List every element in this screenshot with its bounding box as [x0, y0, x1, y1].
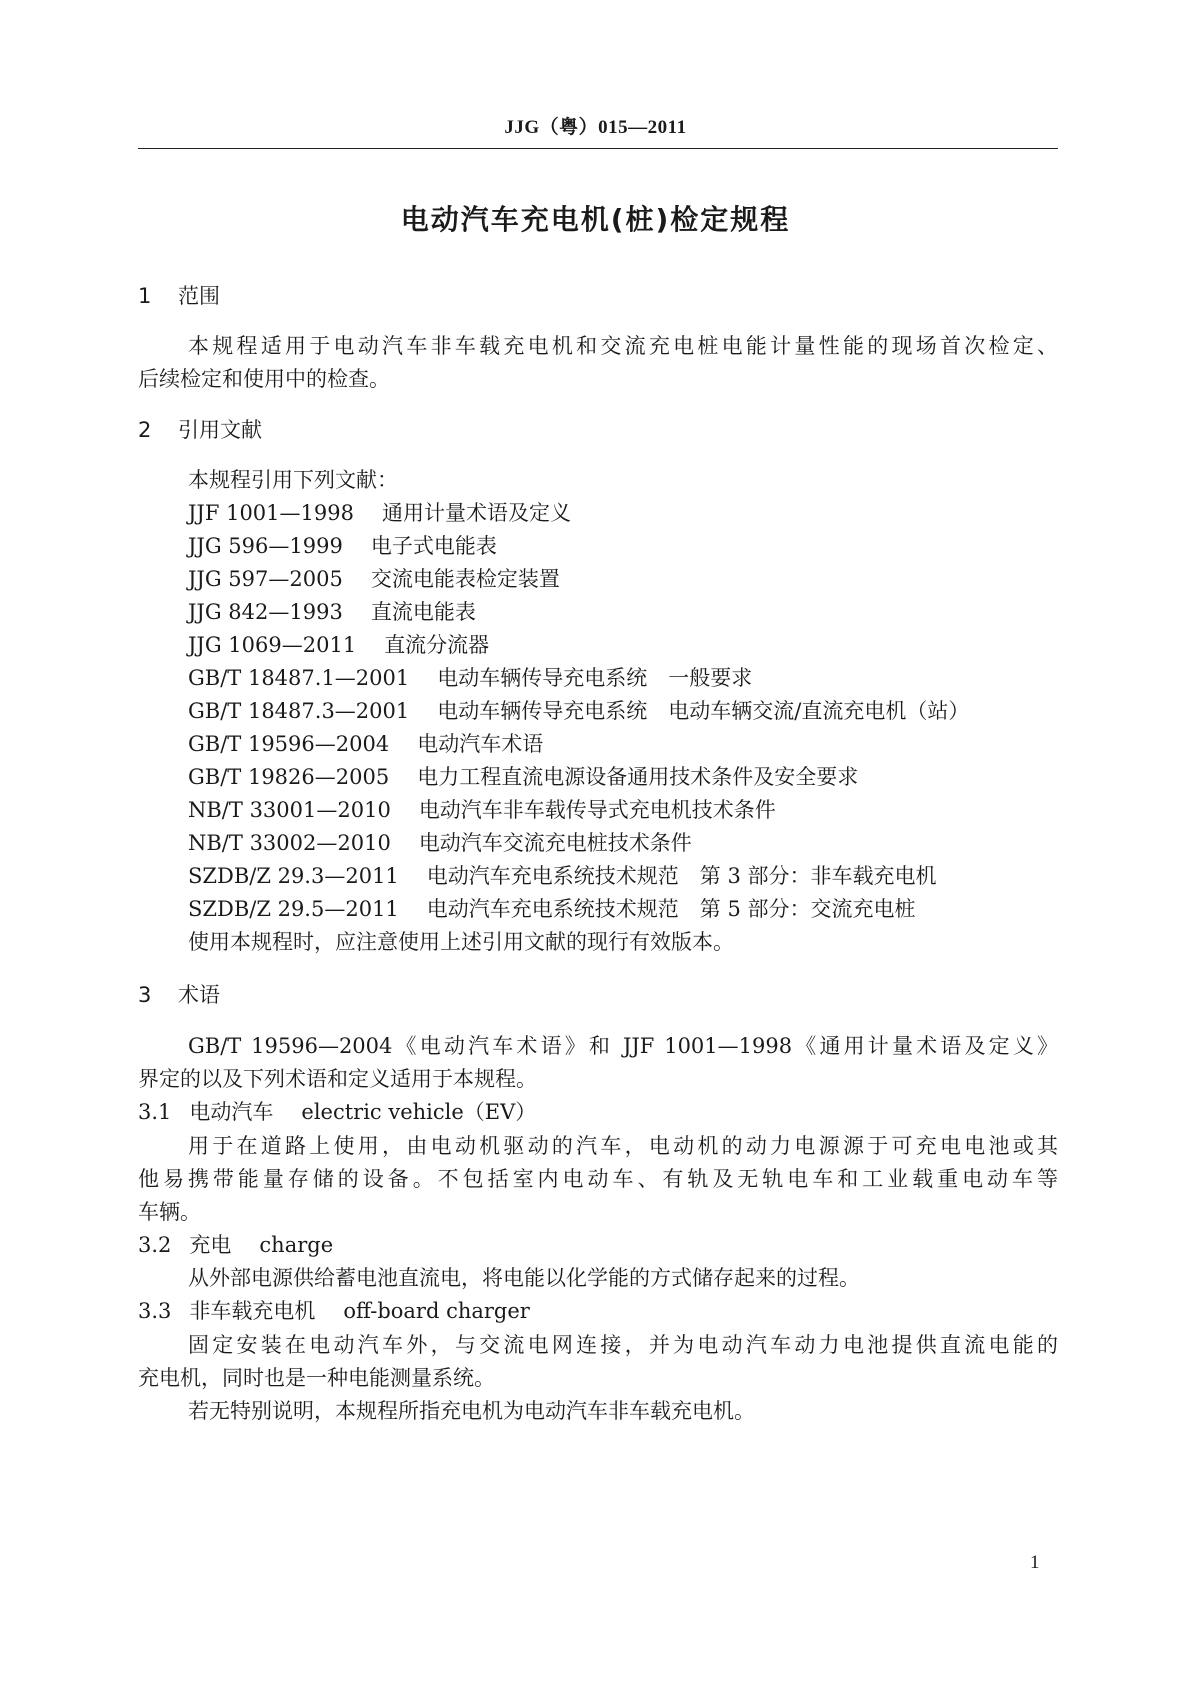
reference-item [188, 662, 752, 692]
reference-name: 电动汽车充电系统技术规范 第 5 部分：交流充电桩 [426, 897, 916, 921]
paragraph-line: 固定安装在电动汽车外，与交流电网连接，并为电动汽车动力电池提供直流电能的 [188, 1333, 1058, 1357]
reference-code: JJG 842—1993 [188, 600, 343, 624]
paragraph-line: 后续检定和使用中的检查。 [138, 367, 390, 391]
section-title: 引用文献 [178, 418, 262, 442]
reference-code: GB/T 19826—2005 [188, 765, 390, 789]
term-chinese: 电动汽车 [189, 1100, 274, 1124]
section-number: 1 [138, 284, 152, 308]
term-chinese: 充电 [189, 1233, 232, 1257]
paragraph-line: 本规程引用下列文献： [188, 468, 398, 492]
reference-code: JJG 1069—2011 [188, 633, 357, 657]
paragraph-line: 本规程适用于电动汽车非车载充电机和交流充电桩电能计量性能的现场首次检定、 [188, 334, 1058, 358]
term-chinese: 非车载充电机 [189, 1299, 316, 1323]
reference-code: NB/T 33002—2010 [188, 831, 391, 855]
paragraph-line: 若无特别说明，本规程所指充电机为电动汽车非车载充电机。 [188, 1399, 755, 1423]
reference-code: JJG 596—1999 [188, 534, 343, 558]
reference-name: 通用计量术语及定义 [381, 501, 571, 525]
reference-item [188, 563, 560, 593]
reference-code: GB/T 18487.1—2001 [188, 666, 410, 690]
document-header: JJG（粤）015—2011 [504, 117, 687, 138]
section-number: 3 [138, 983, 152, 1007]
reference-item [188, 728, 543, 758]
paragraph-line: 使用本规程时，应注意使用上述引用文献的现行有效版本。 [188, 930, 734, 954]
reference-name: 电动汽车充电系统技术规范 第 3 部分：非车载充电机 [426, 864, 937, 888]
reference-item [188, 695, 969, 725]
reference-name: 电动车辆传导充电系统 电动车辆交流/直流充电机（站） [437, 699, 970, 723]
reference-item [188, 794, 776, 824]
reference-name: 直流分流器 [384, 633, 490, 657]
term-number: 3.1 [138, 1100, 172, 1124]
reference-code: GB/T 19596—2004 [188, 732, 390, 756]
section-number: 2 [138, 418, 152, 442]
reference-name: 电子式电能表 [370, 534, 497, 558]
reference-name: 电动汽车交流充电桩技术条件 [418, 831, 692, 855]
reference-code: JJG 597—2005 [188, 567, 343, 591]
reference-item [188, 893, 916, 923]
paragraph-line: 他易携带能量存储的设备。不包括室内电动车、有轨及无轨电车和工业载重电动车等 [138, 1167, 1058, 1191]
page-number: 1 [1030, 1552, 1040, 1573]
reference-code: NB/T 33001—2010 [188, 798, 391, 822]
paragraph-line: 从外部电源供给蓄电池直流电，将电能以化学能的方式储存起来的过程。 [188, 1266, 860, 1290]
reference-item [188, 530, 497, 560]
term-heading [138, 1295, 530, 1325]
header-rule [138, 148, 1058, 149]
term-heading [138, 1229, 333, 1259]
reference-item [188, 761, 858, 791]
term-english: electric vehicle（EV） [301, 1100, 537, 1124]
reference-code: JJF 1001—1998 [188, 501, 354, 525]
reference-name: 交流电能表检定装置 [370, 567, 560, 591]
reference-item [188, 860, 937, 890]
reference-code: GB/T 18487.3—2001 [188, 699, 410, 723]
reference-name: 直流电能表 [370, 600, 476, 624]
term-english: off-board charger [343, 1299, 530, 1323]
reference-item [188, 596, 476, 626]
reference-item [188, 629, 489, 659]
section-3-heading [138, 979, 220, 1009]
term-number: 3.3 [138, 1299, 172, 1323]
reference-name: 电动汽车非车载传导式充电机技术条件 [418, 798, 776, 822]
paragraph-line: 界定的以及下列术语和定义适用于本规程。 [138, 1067, 537, 1091]
section-title: 范围 [178, 284, 220, 308]
section-2-heading [138, 414, 262, 444]
term-heading [138, 1096, 536, 1126]
reference-item [188, 827, 692, 857]
reference-name: 电力工程直流电源设备通用技术条件及安全要求 [417, 765, 859, 789]
reference-name: 电动车辆传导充电系统 一般要求 [437, 666, 753, 690]
document-title: 电动汽车充电机(桩)检定规程 [400, 203, 791, 236]
term-english: charge [259, 1233, 334, 1257]
paragraph-line: 用于在道路上使用，由电动机驱动的汽车，电动机的动力电源源于可充电电池或其 [188, 1134, 1058, 1158]
reference-code: SZDB/Z 29.5—2011 [188, 897, 399, 921]
section-1-heading [138, 280, 220, 310]
paragraph-line: 车辆。 [138, 1200, 201, 1224]
reference-item [188, 497, 571, 527]
paragraph-line: 充电机，同时也是一种电能测量系统。 [138, 1366, 495, 1390]
section-title: 术语 [178, 983, 220, 1007]
term-number: 3.2 [138, 1233, 172, 1257]
reference-code: SZDB/Z 29.3—2011 [188, 864, 399, 888]
paragraph-line: GB/T 19596—2004《电动汽车术语》和 JJF 1001—1998《通用计量术语及定义》 [188, 1034, 1058, 1058]
reference-name: 电动汽车术语 [417, 732, 544, 756]
